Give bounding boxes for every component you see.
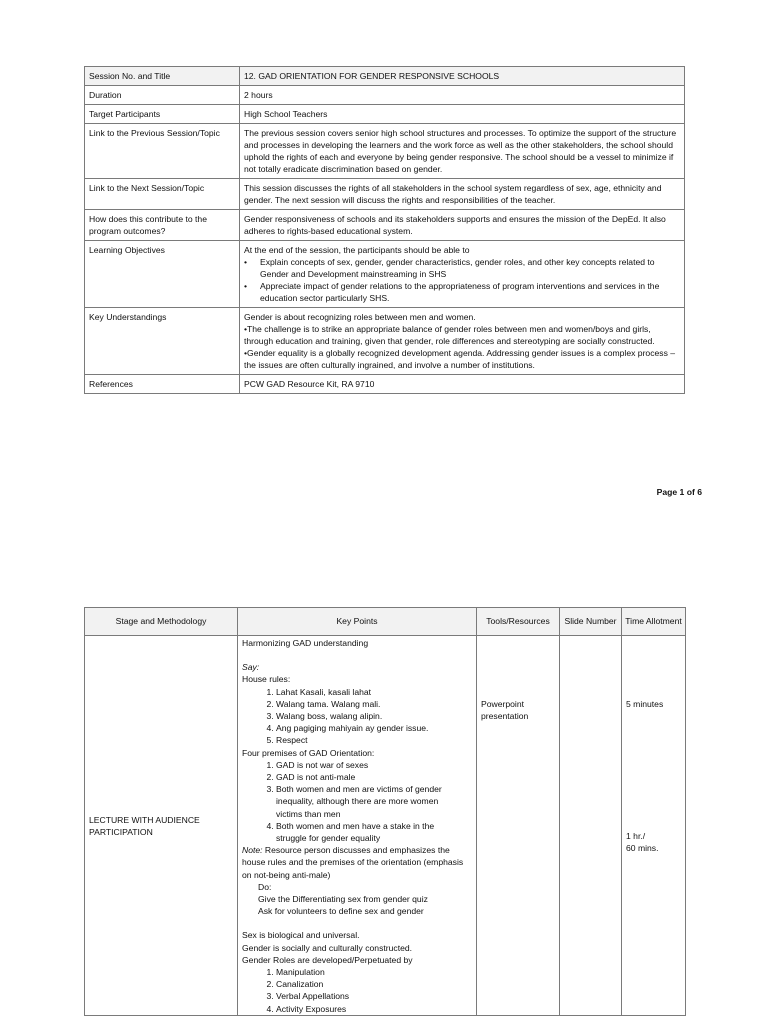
gender-role-item: 4. Activity Exposures — [276, 1003, 472, 1015]
premise-item: 3. Both women and men are victims of gender inequality, although there are more women victims than men — [276, 783, 454, 820]
row-label: Key Understandings — [85, 308, 240, 375]
header-key-points: Key Points — [238, 608, 477, 636]
objectives-intro: At the end of the session, the participants should be able to — [244, 245, 470, 255]
stage-methodology: LECTURE WITH AUDIENCE PARTICIPATION — [85, 636, 238, 1016]
methodology-header-row — [85, 608, 686, 636]
methodology-table — [84, 607, 686, 1016]
premise-item: 2. GAD is not anti-male — [276, 771, 454, 783]
duration-row — [85, 86, 685, 105]
premises-label: Four premises of GAD Orientation: — [242, 747, 375, 758]
house-rule-item: 3. Walang boss, walang alipin. — [276, 710, 472, 722]
previous-session-value: The previous session covers senior high school structures and processes. To optimize the support of the structure and processes in developing the learners and the work force as well as the other stakeholders, the school should uphold the rights of each and everyone by being gender responsive. The school should be a vessel to minimize if not totally eradicate discrimination based on gender. — [240, 124, 685, 179]
row-label: Target Participants — [85, 105, 240, 124]
gender-role-item: 3. Verbal Appellations — [276, 990, 472, 1002]
header-stage: Stage and Methodology — [85, 608, 238, 636]
session-info-table — [84, 66, 685, 394]
house-rules-list — [242, 686, 472, 747]
tools-cell — [477, 636, 560, 1016]
sex-definition: Sex is biological and universal. — [242, 930, 360, 941]
row-label: How does this contribute to the program outcomes? — [85, 210, 240, 241]
page-number: Page 1 of 6 — [656, 487, 702, 497]
gender-role-item: 2. Canalization — [276, 978, 472, 990]
house-rule-item: 5. Respect — [276, 734, 472, 746]
time-value-main: 1 hr./ 60 mins. — [626, 831, 659, 854]
house-rule-item: 1. Lahat Kasali, kasali lahat — [276, 686, 472, 698]
references-value: PCW GAD Resource Kit, RA 9710 — [240, 375, 685, 394]
methodology-row — [85, 636, 686, 1016]
gender-roles-list — [242, 966, 472, 1015]
premise-item: 1. GAD is not war of sexes — [276, 759, 454, 771]
premise-item: 4. Both women and men have a stake in the struggle for gender equality — [276, 820, 454, 844]
row-label: Link to the Previous Session/Topic — [85, 124, 240, 179]
objectives-list — [244, 256, 680, 304]
key-understandings-row — [85, 308, 685, 375]
row-label: Link to the Next Session/Topic — [85, 179, 240, 210]
do-item: Give the Differentiating sex from gender quiz — [258, 894, 428, 905]
next-session-row — [85, 179, 685, 210]
key-understanding-line: Gender is about recognizing roles between men and women. — [244, 312, 476, 322]
references-row — [85, 375, 685, 394]
program-outcomes-row — [85, 210, 685, 241]
slide-number-cell — [560, 636, 622, 1016]
row-label: Learning Objectives — [85, 241, 240, 308]
gender-roles-label: Gender Roles are developed/Perpetuated by — [242, 954, 413, 965]
objective-item: • Appreciate impact of gender relations to the appropriateness of program interventions and services in the education sector particularly SHS. — [244, 280, 680, 304]
target-participants-value: High School Teachers — [240, 105, 685, 124]
key-points-cell — [238, 636, 477, 1016]
key-points-title: Harmonizing GAD understanding — [242, 638, 369, 648]
time-value-intro: 5 minutes — [626, 699, 664, 709]
house-rule-item: 4. Ang pagiging mahiyain ay gender issue. — [276, 722, 472, 734]
row-label: Session No. and Title — [85, 67, 240, 86]
row-label: Duration — [85, 86, 240, 105]
header-slide-number: Slide Number — [560, 608, 622, 636]
note-text: Resource person discusses and emphasizes the house rules and the premises of the orientation (emphasis on not-being anti-male) — [242, 845, 464, 880]
session-title: 12. GAD ORIENTATION FOR GENDER RESPONSIVE SCHOOLS — [240, 67, 685, 86]
key-understanding-line: •The challenge is to strike an appropriate balance of gender roles between men and women/boys and girls, through education and training, given that gender, role differences and stereotyping are socially constructed. — [244, 324, 655, 346]
time-cell — [622, 636, 686, 1016]
do-item: Ask for volunteers to define sex and gender — [258, 906, 424, 917]
house-rules-label: House rules: — [242, 674, 291, 685]
house-rule-item: 2. Walang tama. Walang mali. — [276, 698, 472, 710]
key-understanding-line: •Gender equality is a globally recognized development agenda. Addressing gender issues is a complex process – the issues are often culturally ingrained, and involve a number of institutions. — [244, 348, 676, 370]
target-participants-row — [85, 105, 685, 124]
header-tools: Tools/Resources — [477, 608, 560, 636]
gender-role-item: 1. Manipulation — [276, 966, 472, 978]
next-session-value: This session discusses the rights of all stakeholders in the school system regardless of sex, age, ethnicity and gender. The next session will discuss the rights and responsibilities of the teacher. — [240, 179, 685, 210]
session-title-row — [85, 67, 685, 86]
program-outcomes-value: Gender responsiveness of schools and its stakeholders supports and ensures the mission of the DepEd. It also adheres to rights-based educational system. — [240, 210, 685, 241]
note-label: Note: — [242, 845, 263, 856]
do-label: Do: — [258, 881, 272, 892]
premises-list — [242, 759, 472, 844]
header-time-allotment: Time Allotment — [622, 608, 686, 636]
previous-session-row — [85, 124, 685, 179]
say-label: Say: — [242, 662, 260, 673]
row-label: References — [85, 375, 240, 394]
gender-definition: Gender is socially and culturally constructed. — [242, 942, 413, 953]
duration-value: 2 hours — [240, 86, 685, 105]
tools-value: Powerpoint presentation — [481, 699, 529, 722]
note-paragraph — [242, 844, 472, 881]
objective-item: • Explain concepts of sex, gender, gender characteristics, gender roles, and other key concepts related to Gender and Development mainstreaming in SHS — [244, 256, 680, 280]
learning-objectives-row — [85, 241, 685, 308]
